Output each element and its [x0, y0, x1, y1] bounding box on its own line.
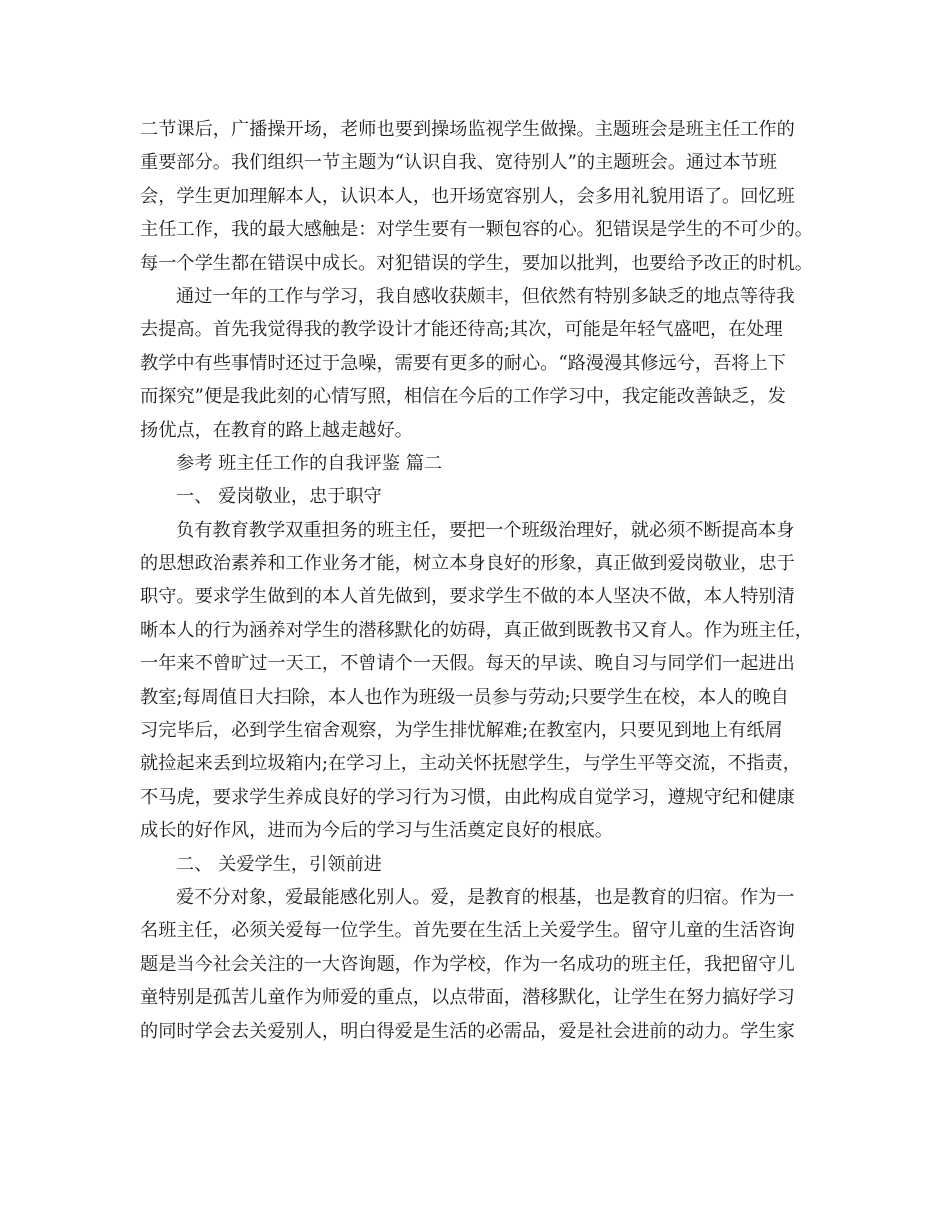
document-body	[140, 113, 820, 1048]
text-line: 教学中有些事情时还过于急噪，需要有更多的耐心。“路漫漫其修远兮，吾将上下	[140, 352, 786, 374]
text-line: 重要部分。我们组织一节主题为“认识自我、宽待别人”的主题班会。通过本节班	[140, 152, 777, 174]
text-line: 题是当今社会关注的一大咨询题，作为学校，作为一名成功的班主任，我把留守儿	[140, 953, 795, 975]
text-line: 不马虎，要求学生养成良好的学习行为习惯，由此构成自觉学习，遵规守纪和健康	[140, 786, 795, 808]
text-line: 的同时学会去关爱别人，明白得爱是生活的必需品，爱是社会进前的动力。学生家	[140, 1020, 795, 1042]
text-line: 每一个学生都在错误中成长。对犯错误的学生，要加以批判，也要给予改正的时机。	[140, 252, 813, 274]
text-line: 习完毕后，必到学生宿舍观察，为学生排忧解难;在教室内，只要见到地上有纸屑	[140, 720, 783, 742]
text-line: 名班主任，必须关爱每一位学生。首先要在生活上关爱学生。留守儿童的生活咨询	[140, 920, 795, 942]
text-line: 教室;每周值日大扫除，本人也作为班级一员参与劳动;只要学生在校，本人的晚自	[140, 686, 789, 708]
text-line: 童特别是孤苦儿童作为师爱的重点，以点带面，潜移默化，让学生在努力搞好学习	[140, 987, 795, 1009]
text-line: 而探究”便是我此刻的心情写照，相信在今后的工作学习中，我定能改善缺乏，发	[140, 386, 786, 408]
text-line: 扬优点，在教育的路上越走越好。	[140, 419, 413, 441]
subsection-heading: 一、 爱岗敬业，忠于职守	[176, 486, 382, 508]
text-line: 职守。要求学生做到的本人首先做到，要求学生不做的本人坚决不做，本人特别清	[140, 586, 795, 608]
subsection-heading: 二、 关爱学生，引领前进	[176, 853, 382, 875]
text-line: 一年来不曾旷过一天工，不曾请个一天假。每天的早读、晚自习与同学们一起进出	[140, 653, 795, 675]
text-line: 的思想政治素养和工作业务才能，树立本身良好的形象，真正做到爱岗敬业，忠于	[140, 553, 795, 575]
text-line: 就捡起来丢到垃圾箱内;在学习上，主动关怀抚慰学生，与学生平等交流，不指责，	[140, 753, 801, 775]
text-line: 二节课后，广播操开场，老师也要到操场监视学生做操。主题班会是班主任工作的	[140, 119, 795, 140]
text-line: 主任工作，我的最大感触是：对学生要有一颗包容的心。犯错误是学生的不可少的。	[140, 219, 813, 241]
paragraph-start-line: 爱不分对象，爱最能感化别人。爱，是教育的根基，也是教育的归宿。作为一	[176, 886, 795, 908]
paragraph-start-line: 负有教育教学双重担务的班主任，要把一个班级治理好，就必须不断提高本身	[176, 519, 795, 541]
section-heading: 参考 班主任工作的自我评鉴 篇二	[176, 452, 443, 474]
text-line: 晰本人的行为涵养对学生的潜移默化的妨碍，真正做到既教书又育人。作为班主任，	[140, 619, 813, 641]
text-line: 成长的好作风，进而为今后的学习与生活奠定良好的根底。	[140, 820, 613, 842]
paragraph-start-line: 通过一年的工作与学习，我自感收获颇丰，但依然有特别多缺乏的地点等待我	[176, 285, 795, 307]
text-line: 会，学生更加理解本人，认识本人，也开场宽容别人，会多用礼貌用语了。回忆班	[140, 185, 795, 207]
text-line: 去提高。首先我觉得我的教学设计才能还待高;其次，可能是年轻气盛吧，在处理	[140, 319, 783, 341]
